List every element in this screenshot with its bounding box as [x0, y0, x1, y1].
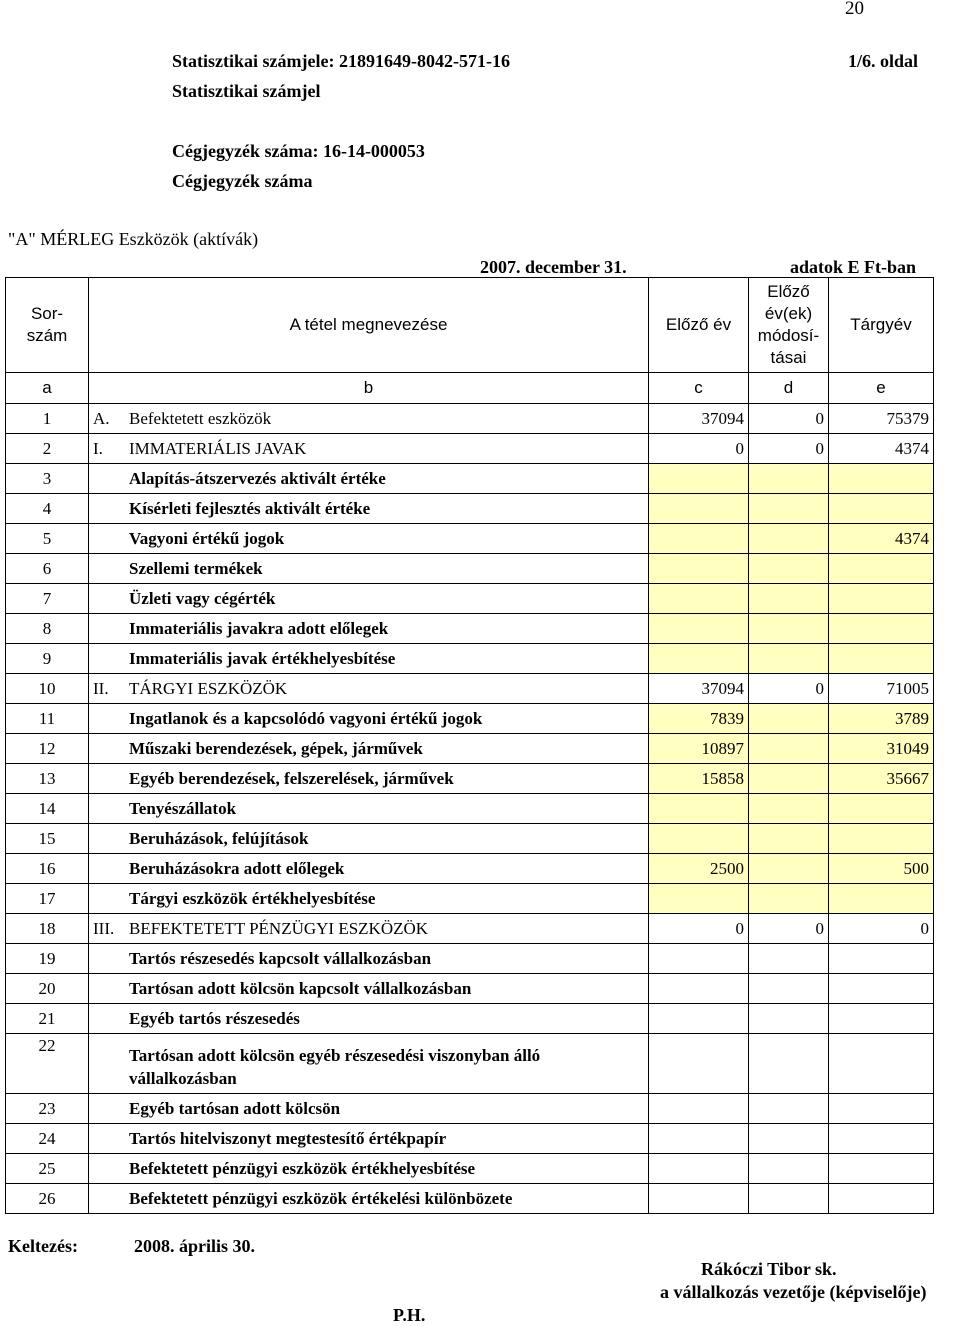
row-label-text: Tárgyi eszközök értékhelyesbítése: [129, 888, 376, 908]
row-label: [89, 1184, 649, 1214]
prev-value: [649, 1154, 749, 1184]
row-label: [89, 674, 649, 704]
col-letter-c: c: [649, 373, 749, 404]
table-row: [6, 1004, 934, 1034]
current-value: 0: [829, 914, 934, 944]
modification-value: 0: [749, 914, 829, 944]
current-value: 4374: [829, 434, 934, 464]
row-number: 21: [6, 1004, 89, 1034]
row-label: [89, 524, 649, 554]
signer-name: Rákóczi Tibor sk.: [701, 1259, 837, 1279]
current-value: 3789: [829, 704, 934, 734]
prev-value: 2500: [649, 854, 749, 884]
row-label: [89, 794, 649, 824]
modification-value: [749, 734, 829, 764]
current-value: [829, 944, 934, 974]
prev-value: [649, 614, 749, 644]
current-value: [829, 794, 934, 824]
table-row: [6, 1034, 934, 1094]
row-label: [89, 734, 649, 764]
current-value: [829, 584, 934, 614]
row-number: 24: [6, 1124, 89, 1154]
modification-value: [749, 764, 829, 794]
row-label: [89, 884, 649, 914]
table-row: [6, 914, 934, 944]
row-label-text: Tartós részesedés kapcsolt vállalkozásban: [129, 948, 432, 968]
modification-value: [749, 884, 829, 914]
current-value: 75379: [829, 404, 934, 434]
row-number: 9: [6, 644, 89, 674]
modification-value: 0: [749, 404, 829, 434]
row-number: 6: [6, 554, 89, 584]
table-row: [6, 704, 934, 734]
table-header-row: [6, 278, 934, 373]
modification-value: [749, 1004, 829, 1034]
row-label: [89, 1154, 649, 1184]
table-row: [6, 554, 934, 584]
row-number: 8: [6, 614, 89, 644]
prev-value: [649, 1094, 749, 1124]
row-number: 22: [6, 1034, 89, 1094]
col-header-modifications: Előző év(ek) módosí- tásai: [749, 278, 829, 373]
prev-value: [649, 1034, 749, 1094]
row-label: [89, 704, 649, 734]
row-number: 10: [6, 674, 89, 704]
row-label: [89, 464, 649, 494]
prev-value: [649, 584, 749, 614]
current-value: [829, 1124, 934, 1154]
row-label: [89, 854, 649, 884]
row-number: 16: [6, 854, 89, 884]
row-label: [89, 1034, 649, 1094]
prev-value: [649, 884, 749, 914]
row-label-line-2: vállalkozásban: [129, 1068, 237, 1088]
row-number: 23: [6, 1094, 89, 1124]
row-label-text: Tartósan adott kölcsön kapcsolt vállalkozásban: [129, 978, 472, 998]
row-number: 4: [6, 494, 89, 524]
table-row: [6, 494, 934, 524]
current-value: [829, 1004, 934, 1034]
current-value: [829, 494, 934, 524]
row-label-text: Beruházások, felújítások: [129, 828, 309, 848]
row-number: 20: [6, 974, 89, 1004]
modification-value: [749, 1184, 829, 1214]
row-number: 5: [6, 524, 89, 554]
current-value: [829, 824, 934, 854]
stamp-label: P.H.: [393, 1305, 426, 1325]
prev-value: [649, 554, 749, 584]
modification-value: [749, 794, 829, 824]
modification-value: [749, 1094, 829, 1124]
table-row: [6, 944, 934, 974]
prev-value: [649, 524, 749, 554]
table-row: [6, 884, 934, 914]
registry-caption: Cégjegyzék száma: [172, 171, 313, 191]
current-value: [829, 554, 934, 584]
balance-sheet-table: [5, 277, 934, 1214]
row-label: [89, 764, 649, 794]
section-prefix: A.: [93, 408, 110, 428]
modification-value: [749, 614, 829, 644]
row-label-text: Ingatlanok és a kapcsolódó vagyoni értékű jogok: [129, 708, 483, 728]
row-label-text: Kísérleti fejlesztés aktivált értéke: [129, 498, 371, 518]
table-row: [6, 854, 934, 884]
statistical-caption: Statisztikai számjel: [172, 81, 321, 101]
table-row: [6, 734, 934, 764]
table-row: [6, 1124, 934, 1154]
row-number: 2: [6, 434, 89, 464]
prev-value: 15858: [649, 764, 749, 794]
prev-value: 10897: [649, 734, 749, 764]
col-header-name: A tétel megnevezése: [89, 278, 649, 373]
table-row: [6, 794, 934, 824]
row-label: [89, 644, 649, 674]
balance-date: 2007. december 31.: [480, 257, 627, 277]
modification-value: [749, 704, 829, 734]
registry-number: Cégjegyzék száma: 16-14-000053: [172, 141, 425, 161]
statistical-number: Statisztikai számjele: 21891649-8042-571-16: [172, 51, 510, 71]
row-label: [89, 824, 649, 854]
row-label-text: Műszaki berendezések, gépek, járművek: [129, 738, 423, 758]
prev-value: 0: [649, 914, 749, 944]
prev-value: [649, 944, 749, 974]
prev-value: 37094: [649, 674, 749, 704]
modification-value: [749, 464, 829, 494]
modification-value: [749, 524, 829, 554]
row-label-text: Immateriális javak értékhelyesbítése: [129, 648, 396, 668]
current-value: [829, 1154, 934, 1184]
prev-value: 7839: [649, 704, 749, 734]
current-value: [829, 1034, 934, 1094]
section-prefix: III.: [93, 918, 115, 938]
col-letter-d: d: [749, 373, 829, 404]
prev-value: 37094: [649, 404, 749, 434]
table-row: [6, 644, 934, 674]
current-value: 4374: [829, 524, 934, 554]
row-label-text: Vagyoni értékű jogok: [129, 528, 285, 548]
row-label-text: Befektetett pénzügyi eszközök értékelési különbözete: [129, 1188, 513, 1208]
col-header-current: Tárgyév: [829, 278, 934, 373]
row-label: [89, 614, 649, 644]
row-number: 13: [6, 764, 89, 794]
row-label-text: Egyéb tartósan adott kölcsön: [129, 1098, 341, 1118]
units-label: adatok E Ft-ban: [790, 257, 917, 277]
row-number: 17: [6, 884, 89, 914]
date-value: 2008. április 30.: [134, 1236, 256, 1256]
row-label-text: Egyéb berendezések, felszerelések, járművek: [129, 768, 454, 788]
row-label-text: Tenyészállatok: [129, 798, 237, 818]
row-number: 18: [6, 914, 89, 944]
modification-value: [749, 974, 829, 1004]
row-label: [89, 1124, 649, 1154]
row-label-text: Alapítás-átszervezés aktivált értéke: [129, 468, 386, 488]
row-number: 25: [6, 1154, 89, 1184]
row-label-text: Immateriális javakra adott előlegek: [129, 618, 389, 638]
table-row: [6, 1154, 934, 1184]
prev-value: [649, 644, 749, 674]
col-letter-a: a: [6, 373, 89, 404]
current-value: 31049: [829, 734, 934, 764]
current-value: [829, 1184, 934, 1214]
table-row: [6, 584, 934, 614]
prev-value: [649, 824, 749, 854]
row-number: 1: [6, 404, 89, 434]
row-label-text: Üzleti vagy cégérték: [129, 588, 276, 608]
current-value: 35667: [829, 764, 934, 794]
row-number: 19: [6, 944, 89, 974]
modification-value: [749, 584, 829, 614]
current-value: 500: [829, 854, 934, 884]
current-value: [829, 614, 934, 644]
row-label-text: BEFEKTETETT PÉNZÜGYI ESZKÖZÖK: [129, 918, 429, 938]
current-value: [829, 974, 934, 1004]
prev-value: [649, 1124, 749, 1154]
row-number: 7: [6, 584, 89, 614]
prev-value: [649, 494, 749, 524]
row-label-text: Beruházásokra adott előlegek: [129, 858, 345, 878]
row-label: [89, 434, 649, 464]
modification-value: [749, 824, 829, 854]
prev-value: [649, 974, 749, 1004]
column-letter-row: [6, 373, 934, 404]
row-label-text: Befektetett eszközök: [129, 408, 272, 428]
section-prefix: II.: [93, 678, 109, 698]
table-row: [6, 674, 934, 704]
row-label-line-1: Tartósan adott kölcsön egyéb részesedési viszonyban álló: [129, 1045, 541, 1065]
prev-value: [649, 1004, 749, 1034]
row-label-text: IMMATERIÁLIS JAVAK: [129, 438, 307, 458]
row-label: [89, 404, 649, 434]
row-label: [89, 494, 649, 524]
row-label-text: TÁRGYI ESZKÖZÖK: [129, 678, 288, 698]
row-label: [89, 944, 649, 974]
row-label-text: Befektetett pénzügyi eszközök értékhelyesbítése: [129, 1158, 476, 1178]
row-label: [89, 1094, 649, 1124]
modification-value: [749, 494, 829, 524]
table-row: [6, 464, 934, 494]
table-row: [6, 764, 934, 794]
section-title: "A" MÉRLEG Eszközök (aktívák): [8, 229, 259, 249]
row-label: [89, 584, 649, 614]
row-number: 15: [6, 824, 89, 854]
current-value: 71005: [829, 674, 934, 704]
modification-value: [749, 944, 829, 974]
table-row: [6, 614, 934, 644]
date-label: Keltezés:: [8, 1236, 78, 1256]
prev-value: [649, 794, 749, 824]
table-row: [6, 974, 934, 1004]
table-row: [6, 434, 934, 464]
row-label-text: Tartós hitelviszonyt megtestesítő értékpapír: [129, 1128, 447, 1148]
row-number: 26: [6, 1184, 89, 1214]
modification-value: [749, 1124, 829, 1154]
table-row: [6, 824, 934, 854]
modification-value: [749, 854, 829, 884]
row-label: [89, 974, 649, 1004]
table-row: [6, 404, 934, 434]
row-label: [89, 554, 649, 584]
row-label: [89, 1004, 649, 1034]
row-number: 3: [6, 464, 89, 494]
modification-value: [749, 1154, 829, 1184]
modification-value: [749, 644, 829, 674]
row-number: 11: [6, 704, 89, 734]
current-value: [829, 644, 934, 674]
col-header-sorszam: Sor- szám: [6, 278, 89, 373]
prev-value: 0: [649, 434, 749, 464]
prev-value: [649, 464, 749, 494]
section-prefix: I.: [93, 438, 103, 458]
row-label-text: Szellemi termékek: [129, 558, 263, 578]
row-label-text: Egyéb tartós részesedés: [129, 1008, 300, 1028]
current-value: [829, 884, 934, 914]
table-row: [6, 524, 934, 554]
table-row: [6, 1094, 934, 1124]
col-header-prev: Előző év: [649, 278, 749, 373]
modification-value: [749, 1034, 829, 1094]
current-value: [829, 464, 934, 494]
signer-title: a vállalkozás vezetője (képviselője): [660, 1282, 927, 1302]
row-number: 14: [6, 794, 89, 824]
row-number: 12: [6, 734, 89, 764]
modification-value: 0: [749, 434, 829, 464]
col-letter-b: b: [89, 373, 649, 404]
row-label: [89, 914, 649, 944]
page-label: 1/6. oldal: [848, 51, 919, 71]
table-row: [6, 1184, 934, 1214]
modification-value: [749, 554, 829, 584]
page-number: 20: [845, 0, 864, 19]
current-value: [829, 1094, 934, 1124]
col-letter-e: e: [829, 373, 934, 404]
modification-value: 0: [749, 674, 829, 704]
prev-value: [649, 1184, 749, 1214]
